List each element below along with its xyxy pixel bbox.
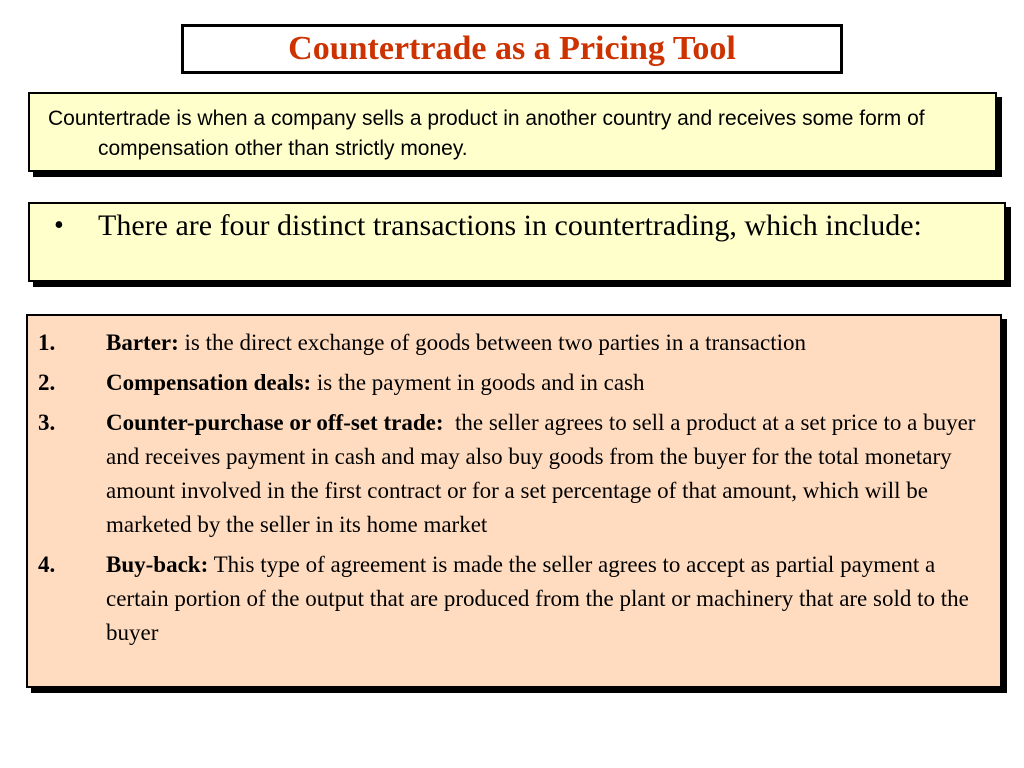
item-number: 2. <box>38 370 56 395</box>
item-term: Counter-purchase or off-set trade: <box>106 410 444 435</box>
definition-text: Countertrade is when a company sells a product in another country and receives some form of compensation other than strictly money. <box>48 107 925 160</box>
item-term: Buy-back: <box>106 552 209 577</box>
item-body <box>106 406 990 542</box>
bullet-box <box>28 202 1006 282</box>
item-number: 3. <box>38 410 56 435</box>
item-description: This type of agreement is made the seller agrees to accept as partial payment a certain portion of the output that are produced from the plant or machinery that are sold to the buyer <box>106 552 969 645</box>
title-box <box>181 24 843 74</box>
list-item <box>38 326 990 360</box>
item-body <box>106 366 645 400</box>
slide-title: Countertrade as a Pricing Tool <box>288 30 736 67</box>
item-term: Barter: <box>106 330 179 355</box>
list-item <box>38 366 990 400</box>
bullet-text: There are four distinct transactions in countertrading, which include: <box>98 209 922 242</box>
item-number: 4. <box>38 552 56 577</box>
item-description: the seller agrees to sell a product at a set price to a buyer and receives payment in cash and may also buy goods from the buyer for the total monetary amount involved in the first contract or for a set percentage of that amount, which will be marketed by the seller in its home market <box>106 410 982 537</box>
item-term: Compensation deals: <box>106 370 312 395</box>
definition-box <box>28 92 997 172</box>
item-description: is the direct exchange of goods between two parties in a transaction <box>178 330 806 355</box>
list-item <box>38 406 990 542</box>
bullet-row <box>48 210 990 242</box>
list-item <box>38 548 990 650</box>
bullet-icon: • <box>54 210 64 241</box>
item-body <box>106 548 990 650</box>
item-body <box>106 326 806 360</box>
item-number: 1. <box>38 330 56 355</box>
item-description: is the payment in goods and in cash <box>311 370 645 395</box>
transactions-list <box>26 314 1002 688</box>
